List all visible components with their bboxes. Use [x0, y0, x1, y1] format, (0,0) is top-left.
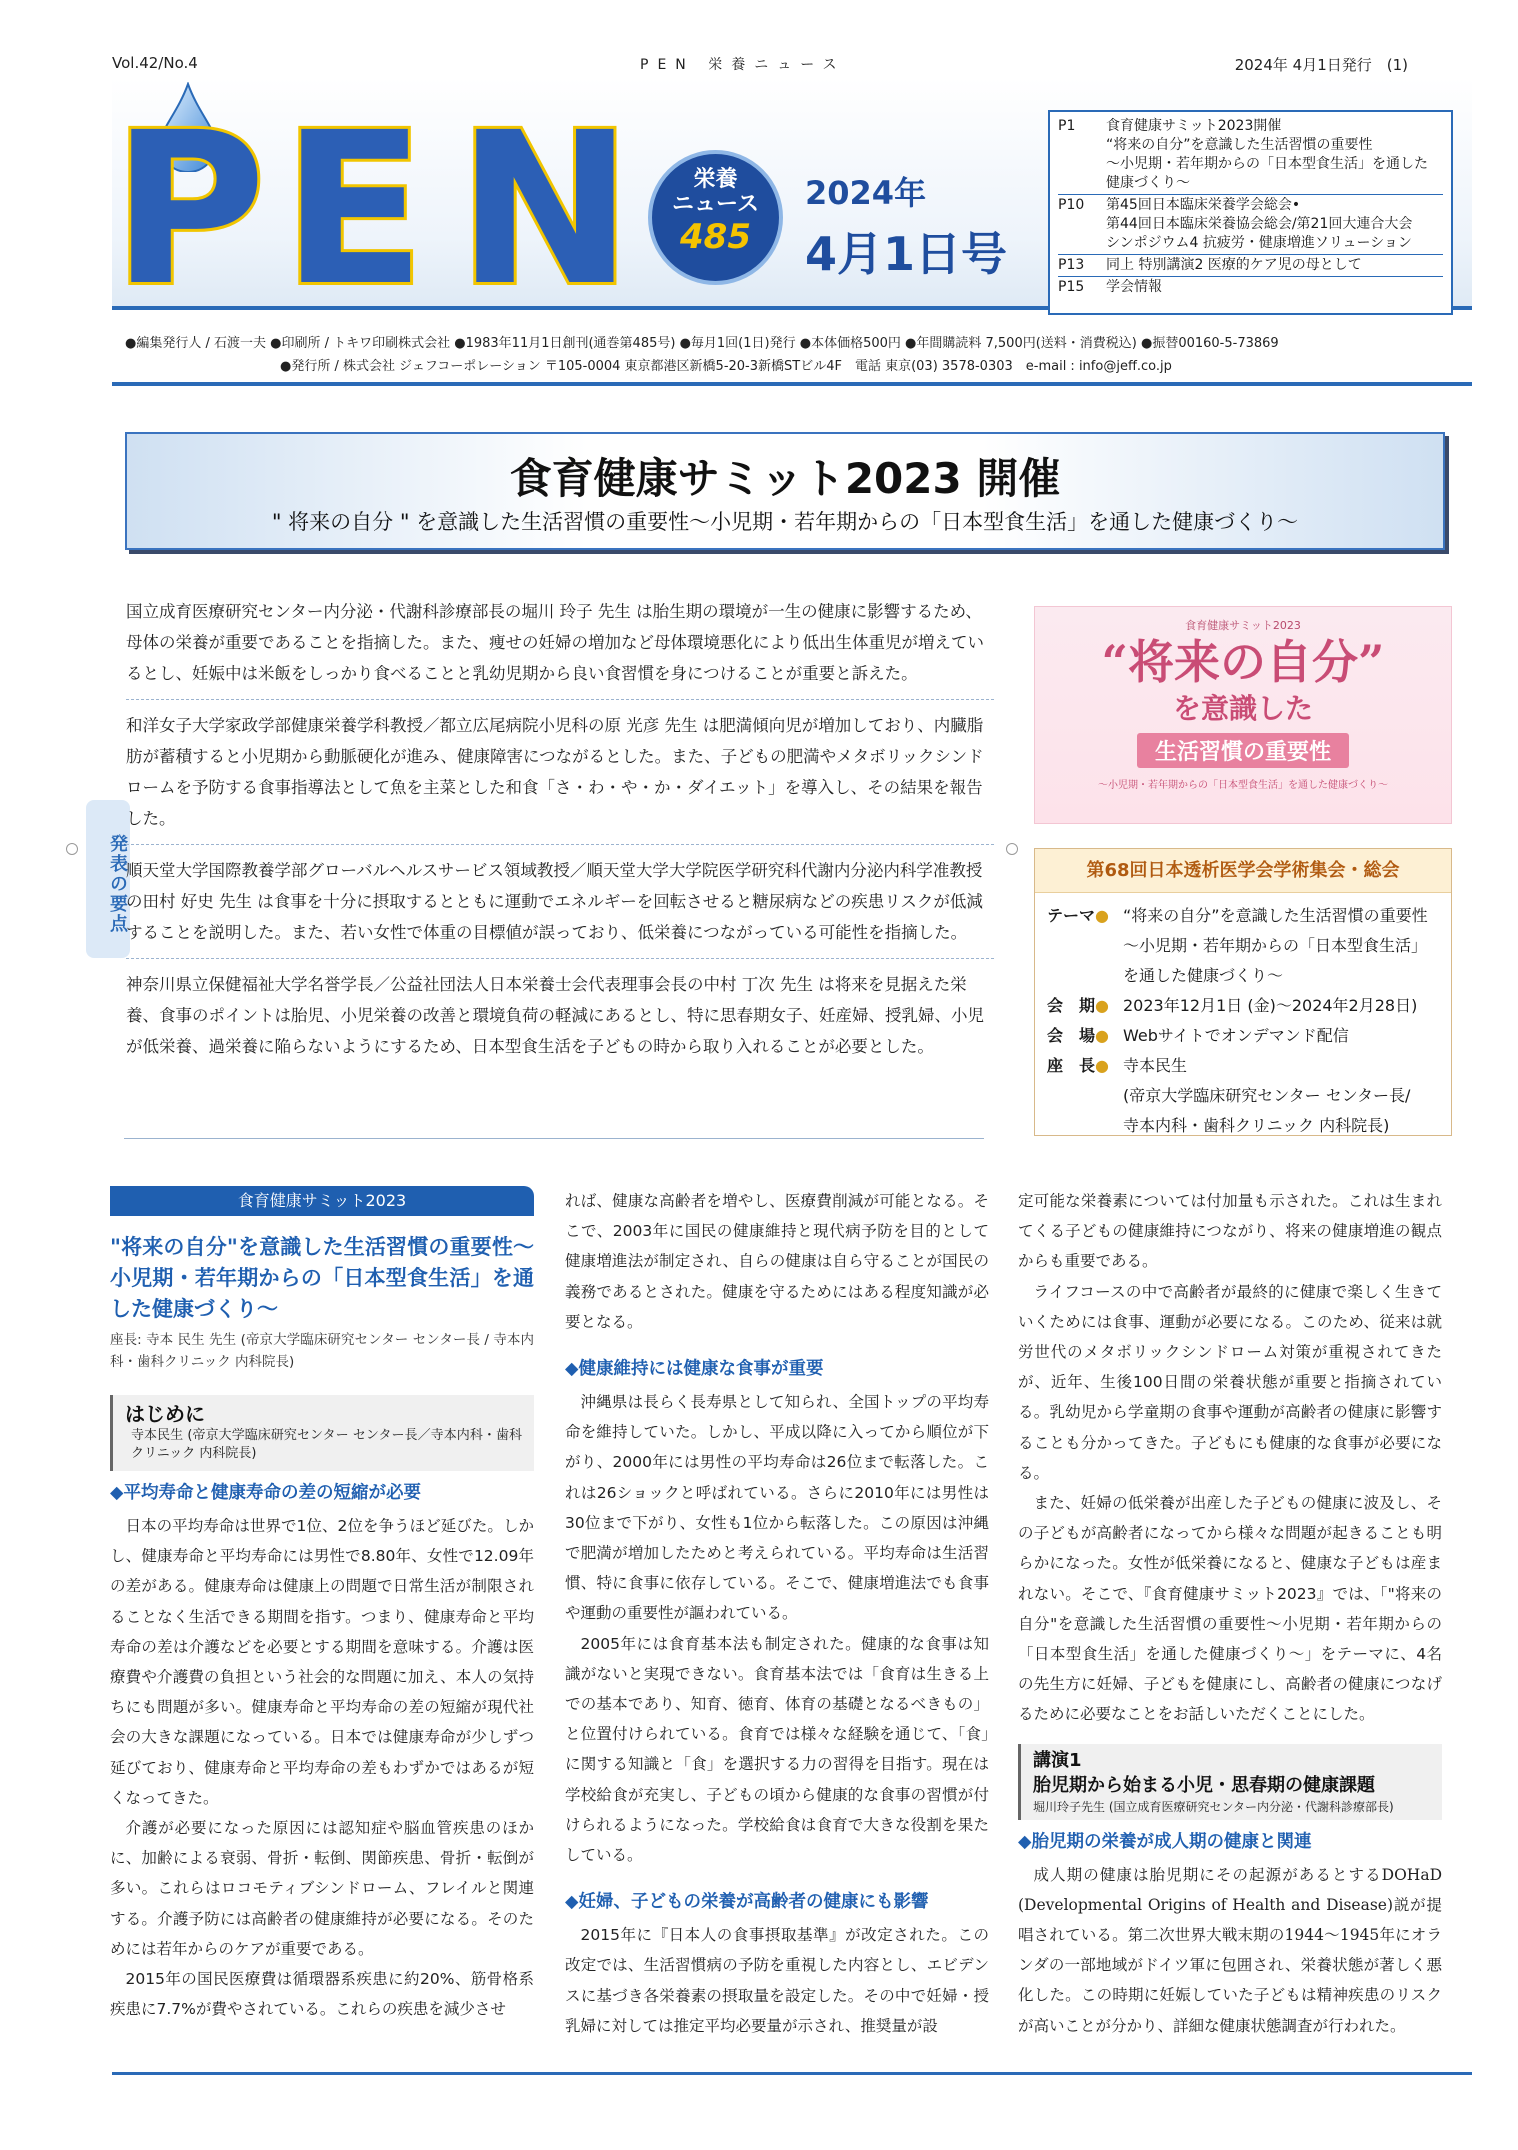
issue-date: 4月1日号 — [805, 227, 1008, 281]
poster-small-title: 食育健康サミット2023 — [1185, 619, 1301, 632]
logo-letter-p: P — [112, 87, 260, 332]
summary-side-label: 発表の要点 — [86, 800, 130, 958]
body-paragraph: 定可能な栄養素については付加量も示された。これは生まれてくる子どもの健康維持につながり、将来の健康増進の観点からも重要である。 — [1018, 1192, 1442, 1271]
logo-letter-n: N — [457, 87, 627, 332]
summary-paragraph: 順天堂大学国際教養学部グローバルヘルスサービス領域教授／順天堂大学大学院医学研究科代謝内分泌内科学准教授の田村 好史 先生 は食事を十分に摂取するとともに運動でエネルギーを回転させると糖尿病などの疾患リスクが低減することを説明した。また、若い女性で体重の目標値が誤っており、低栄養につながっている可能性を指摘した。 — [126, 855, 994, 959]
summary-bottom-rule — [124, 1138, 984, 1139]
logo-letter-e: E — [282, 87, 420, 332]
publication-info — [125, 332, 1465, 378]
toc-page: P15 — [1058, 279, 1085, 295]
article-column-2 — [565, 1186, 989, 2041]
body-paragraph: ライフコースの中で高齢者が最終的に健康で楽しく生きていくためには食事、運動が必要になる。このため、従来は就労世代のメタボリックシンドローム対策が重視されてきたが、近年、生後100日間の栄養状態が重要と指摘されている。乳幼児から学童期の食事や運動が高齢者の健康に影響することも分かってきた。子どもにも健康的な食事が必要になる。 — [1018, 1282, 1442, 1482]
margin-hole-right — [1006, 843, 1018, 855]
body-paragraph: 2015年の国民医療費は循環器系疾患に約20%、筋骨格系疾患に7.7%が費やされている。これらの疾患を減少させ — [110, 1970, 534, 2019]
issue-year: 2024年 — [805, 174, 927, 212]
pen-logo — [112, 87, 672, 332]
section-heading: ◆胎児期の栄養が成人期の健康と関連 — [1018, 1831, 1312, 1852]
summary-paragraph: 和洋女子大学家政学部健康栄養学科教授／都立広尾病院小児科の原 光彦 先生 は肥満傾向児が増加しており、内臓脂肪が蓄積すると小児期から動脈硬化が進み、健康障害につながるとした。また、子どもの肥満やメタボリックシンドロームを予防する食事指導法として魚を主菜とした和食「さ・わ・や・か・ダイエット」を導入し、その結果を報告した。 — [126, 710, 994, 845]
volume-number: Vol.42/No.4 — [112, 54, 198, 72]
lecture-speaker: 堀川玲子先生 (国立成育医療研究センター内分泌・代謝科診療部長) — [1033, 1799, 1394, 1814]
toc-page: P13 — [1058, 257, 1085, 273]
publication-info-line1: ●編集発行人 / 石渡一夫 ●印刷所 / トキワ印刷株式会社 ●1983年11月1日創刊(通巻第485号) ●毎月1回(1日)発行 ●本体価格500円 ●年間購読料 7,500円(送料・消費税込) ●振替00160-5-73869 — [125, 336, 1279, 351]
article-series-banner: 食育健康サミット2023 — [110, 1186, 534, 1216]
poster-footer: ～小児期・若年期からの「日本型食生活」を通した健康づくり～ — [1098, 780, 1388, 791]
article-column-1 — [110, 1186, 534, 2024]
poster-mid-title: を意識した — [1172, 692, 1313, 725]
publication-info-line2: ●発行所 / 株式会社 ジェフコーポレーション 〒105-0004 東京都港区新橋5-20-3新橋STビル4F 電話 東京(03) 3578-0303 e-mail : info@jeff.co.jp — [280, 359, 1172, 374]
intro-heading-box — [110, 1395, 534, 1471]
headline-banner — [125, 432, 1445, 550]
conference-row-chair — [1047, 1051, 1439, 1141]
toc-page: P10 — [1058, 197, 1085, 213]
headline-subtitle: " 将来の自分 " を意識した生活習慣の重要性～小児期・若年期からの「日本型食生活」を通した健康づくり～ — [271, 510, 1299, 534]
section-heading: ◆妊婦、子どもの栄養が高齢者の健康にも影響 — [565, 1892, 929, 1913]
paper-name: PEN 栄養ニュース — [640, 57, 846, 73]
article-column-3 — [1018, 1186, 1442, 2041]
conference-value: Webサイトでオンデマンド配信 — [1123, 1026, 1349, 1045]
conference-value: 寺本民生 (帝京大学臨床研究センター センター長/ 寺本内科・歯科クリニック 内科院長) — [1123, 1056, 1411, 1135]
body-paragraph: 沖縄県は長らく長寿県として知られ、全国トップの平均寿命を維持していた。しかし、平成以降に入ってから順位が下がり、2000年には男性の平均寿命は26位まで転落した。これは26ショックと呼ばれている。さらに2010年には男性は30位まで下がり、女性も1位から転落した。この原因は沖縄で肥満が増加したためと考えられている。平均寿命は生活習慣、特に食事に依存している。そこで、健康増進法でも食事や運動の重要性が謳われている。 — [565, 1393, 989, 1623]
poster-main-title: “将来の自分” — [1101, 635, 1385, 689]
summary-paragraph: 神奈川県立保健福祉大学名誉学長／公益社団法人日本栄養士会代表理事会長の中村 丁次 先生 は将来を見据えた栄養、食事のポイントは胎児、小児栄養の改善と環境負荷の軽減にあるとし、特に思春期女子、妊産婦、授乳婦、小児が低栄養、過栄養に陥らないようにするため、日本型食生活を子どもの時から取り入れることが必要とした。 — [126, 975, 984, 1056]
badge-line1: 栄養 — [693, 167, 738, 192]
body-paragraph: 2015年に『日本人の食事摂取基準』が改定された。この改定では、生活習慣病の予防を重視した内容とし、エビデンスに基づき各栄養素の摂取量を設定した。その中で妊婦・授乳婦に対しては推定平均必要量が示され、推奨量が設 — [565, 1926, 989, 2035]
conference-title: 第68回日本透析医学会学術集会・総会 — [1035, 849, 1451, 893]
table-of-contents — [1048, 110, 1453, 315]
body-paragraph: 成人期の健康は胎児期にその起源があるとするDOHaD (Developmental Origins of Health and Disease)説が提唱されている。第二次世界大戦末期の1944～1945年にオランダの一部地域がドイツ軍に包囲され、栄養状態が著しく悪化した。この時期に妊娠していた子どもは精神疾患のリスクが高いことが分かり、詳細な健康状態調査が行われた。 — [1018, 1865, 1442, 2035]
conference-label: 会 場● — [1047, 1026, 1109, 1045]
body-paragraph: また、妊婦の低栄養が出産した子どもの健康に波及し、その子どもが高齢者になってから様々な問題が起きることも明らかになった。女性が低栄養になると、健康な子どもは産まれない。そこで、『食育健康サミット2023』では、「"将来の自分"を意識した生活習慣の重要性～小児期・若年期からの「日本型食生活」を通した健康づくり～」をテーマに、4名の先生方に妊婦、子どもを健康にし、高齢者の健康につなげるために必要なことをお話しいただくことにした。 — [1018, 1494, 1442, 1724]
footer-rule — [112, 2072, 1472, 2075]
summary-section — [126, 596, 994, 1082]
intro-heading: はじめに — [125, 1402, 205, 1426]
body-paragraph: 2005年には食育基本法も制定された。健康的な食事は知識がないと実現できない。食育基本法では「食育は生きる上での基本であり、知育、徳育、体育の基礎となるべきもの」と位置付けられている。食育では様々な経験を通じて、「食」に関する知識と「食」を選択する力の習得を目指す。現在は学校給食が充実し、子どもの頃から健康的な食事の習慣が付けられるようになった。学校給食は食育で大きな役割を果たしている。 — [565, 1634, 989, 1865]
toc-text: 第45回日本臨床栄養学会総会• 第44回日本臨床栄養協会総会/第21回大連合大会 シンポジウム4 抗疲労・健康増進ソリューション — [1106, 197, 1413, 251]
margin-hole-left — [66, 843, 78, 855]
article-title: "将来の自分"を意識した生活習慣の重要性～小児期・若年期からの「日本型食生活」を通した健康づくり～ — [110, 1235, 534, 1321]
conference-row-venue — [1047, 1021, 1439, 1051]
conference-value: “将来の自分”を意識した生活習慣の重要性～小児期・若年期からの「日本型食生活」を通した健康づくり～ — [1123, 906, 1428, 985]
body-paragraph: れば、健康な高齢者を増やし、医療費削減が可能となる。そこで、2003年に国民の健康維持と現代病予防を目的として健康増進法が制定され、自らの健康は自ら守ることが国民の義務であるとされた。健康を守るためにはある程度知識が必要となる。 — [565, 1192, 989, 1331]
toc-page: P1 — [1058, 118, 1076, 134]
conference-label: 座 長● — [1047, 1056, 1109, 1075]
issue-badge — [648, 150, 783, 285]
article-chair: 座長: 寺本 民生 先生 (帝京大学臨床研究センター センター長 / 寺本内科・歯科クリニック 内科院長) — [110, 1332, 534, 1370]
body-paragraph: 介護が必要になった原因には認知症や脳血管疾患のほかに、加齢による衰弱、骨折・転倒、関節疾患、骨折・転倒が多い。これらはロコモティブシンドローム、フレイルと関連する。介護予防には高齢者の健康維持が必要になる。そのためには若年からのケアが重要である。 — [110, 1819, 534, 1958]
toc-item[interactable] — [1058, 277, 1443, 298]
headline-title: 食育健康サミット2023 開催 — [509, 454, 1061, 503]
header-divider — [112, 382, 1472, 386]
body-paragraph: 日本の平均寿命は世界で1位、2位を争うほど延びた。しかし、健康寿命と平均寿命には男性で8.80年、女性で12.09年の差がある。健康寿命は健康上の問題で日常生活が制限されることなく生活できる期間を指す。つまり、健康寿命と平均寿命の差は介護などを必要とする期間を意味する。介護は医療費や介護費の負担という社会的な問題に加え、本人の気持ちにも問題が多い。健康寿命と平均寿命の差の短縮が現代社会の大きな課題になっている。日本では健康寿命が少しずつ延びており、健康寿命と平均寿命の差もわずかではあるが短くなってきた。 — [110, 1517, 534, 1807]
issue-line: 2024年 4月1日発行 (1) — [1234, 56, 1408, 74]
badge-line2: ニュース — [672, 192, 759, 217]
conference-row-period — [1047, 991, 1439, 1021]
badge-number: 485 — [680, 217, 751, 257]
lecture-title: 胎児期から始まる小児・思春期の健康課題 — [1033, 1774, 1375, 1796]
toc-item[interactable] — [1058, 116, 1443, 195]
conference-info-box — [1034, 848, 1452, 1136]
toc-item[interactable] — [1058, 195, 1443, 255]
toc-item[interactable] — [1058, 255, 1443, 277]
lecture-heading-box — [1018, 1744, 1442, 1820]
summary-paragraph: 国立成育医療研究センター内分泌・代謝科診療部長の堀川 玲子 先生 は胎生期の環境が一生の健康に影響するため、母体の栄養が重要であることを指摘した。また、痩せの妊婦の増加など母体環境悪化により低出生体重児が増えているとし、妊娠中は米飯をしっかり食べることと乳幼児期から良い食習慣を身につけることが重要と訴えた。 — [126, 596, 994, 700]
section-heading: ◆平均寿命と健康寿命の差の短縮が必要 — [110, 1483, 421, 1503]
toc-text: 同上 特別講演2 医療的ケア児の母として — [1106, 257, 1362, 273]
poster-band: 生活習慣の重要性 — [1137, 733, 1349, 768]
event-poster-image — [1034, 606, 1452, 824]
toc-text: 食育健康サミット2023開催 “将来の自分”を意識した生活習慣の重要性 ～小児期・若年期からの「日本型食生活」を通した 健康づくり～ — [1106, 118, 1428, 191]
lecture-number: 講演1 — [1033, 1749, 1082, 1771]
conference-label: 会 期● — [1047, 996, 1109, 1015]
conference-row-theme — [1047, 901, 1439, 991]
section-heading: ◆健康維持には健康な食事が重要 — [565, 1359, 824, 1380]
conference-value: 2023年12月1日 (金)～2024年2月28日) — [1123, 996, 1418, 1015]
toc-text: 学会情報 — [1106, 279, 1162, 295]
conference-label: テーマ● — [1047, 906, 1109, 925]
intro-speaker: 寺本民生 (帝京大学臨床研究センター センター長／寺本内科・歯科クリニック 内科院長) — [131, 1428, 522, 1461]
